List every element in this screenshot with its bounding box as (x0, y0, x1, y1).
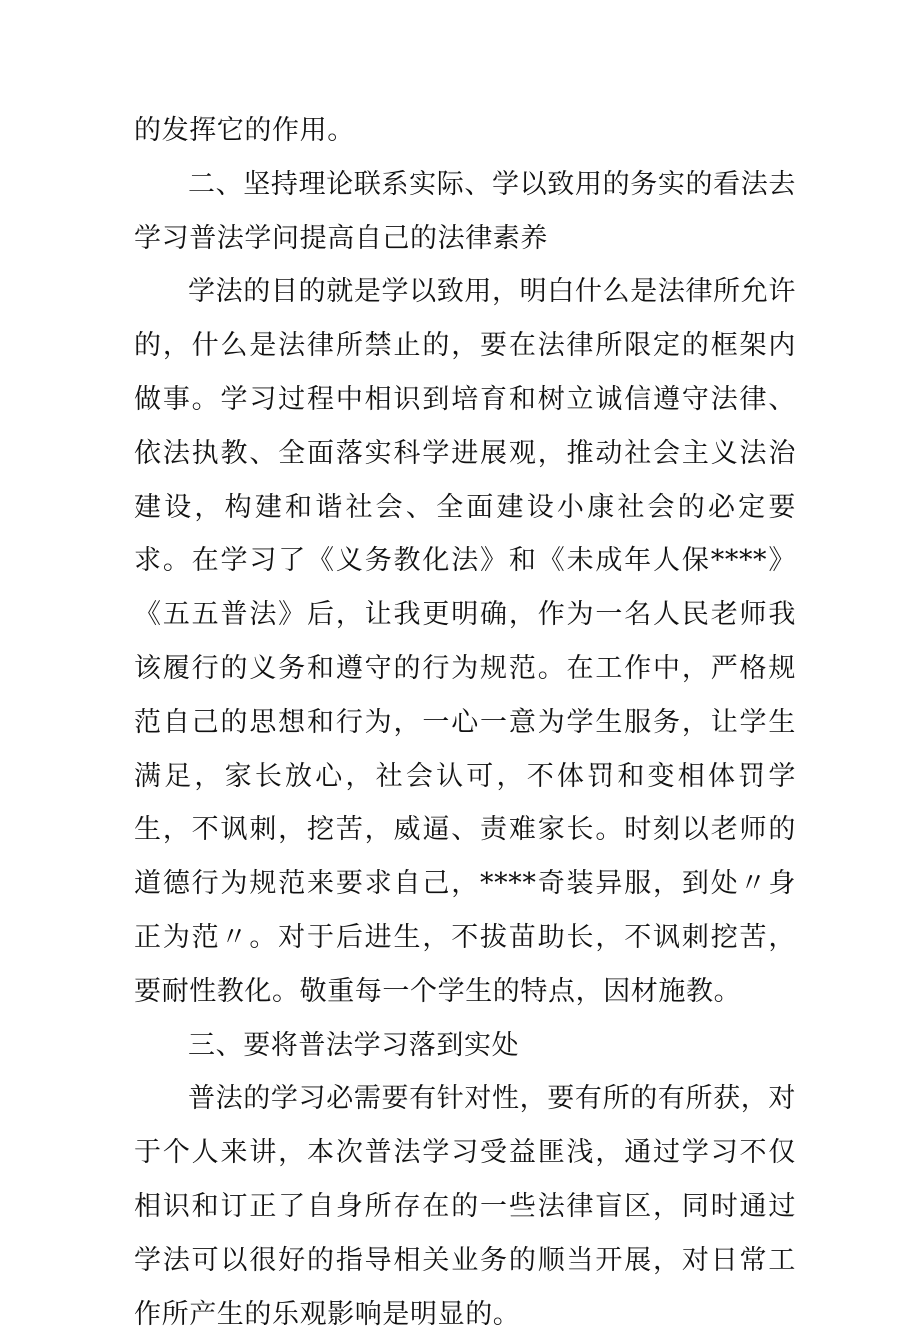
paragraph-body-two: 学法的目的就是学以致用，明白什么是法律所允许的，什么是法律所禁止的，要在法律所限定的框架内做事。学习过程中相识到培育和树立诚信遵守法律、依法执教、全面落实科学进展观，推动社会主义法治建设，构建和谐社会、全面建设小康社会的必定要求。在学习了《义务教化法》和《未成年人保****》《五五普法》后，让我更明确，作为一名人民老师我该履行的义务和遵守的行为规范。在工作中，严格规范自己的思想和行为，一心一意为学生服务，让学生满足，家长放心，社会认可，不体罚和变相体罚学生，不讽刺，挖苦，威逼、责难家长。时刻以老师的道德行为规范来要求自己，****奇装异服，到处〃身正为范〃。对于后进生，不拔苗助长，不讽刺挖苦，要耐性教化。敬重每一个学生的特点，因材施教。 (134, 276, 796, 1007)
paragraph-body-three: 普法的学习必需要有针对性，要有所的有所获，对于个人来讲，本次普法学习受益匪浅，通过学习不仅相识和订正了自身所存在的一些法律盲区，同时通过学法可以很好的指导相关业务的顺当开展，对日常工作所产生的乐观影响是明显的。 (134, 1083, 796, 1330)
section-heading-two: 二、坚持理论联系实际、学以致用的务实的看法去学习普法学问提高自己的法律素养 (134, 168, 796, 254)
paragraph-continuation: 的发挥它的作用。 (134, 115, 355, 146)
document-body (134, 104, 796, 1341)
section-heading-three: 三、要将普法学习落到实处 (188, 1029, 520, 1061)
